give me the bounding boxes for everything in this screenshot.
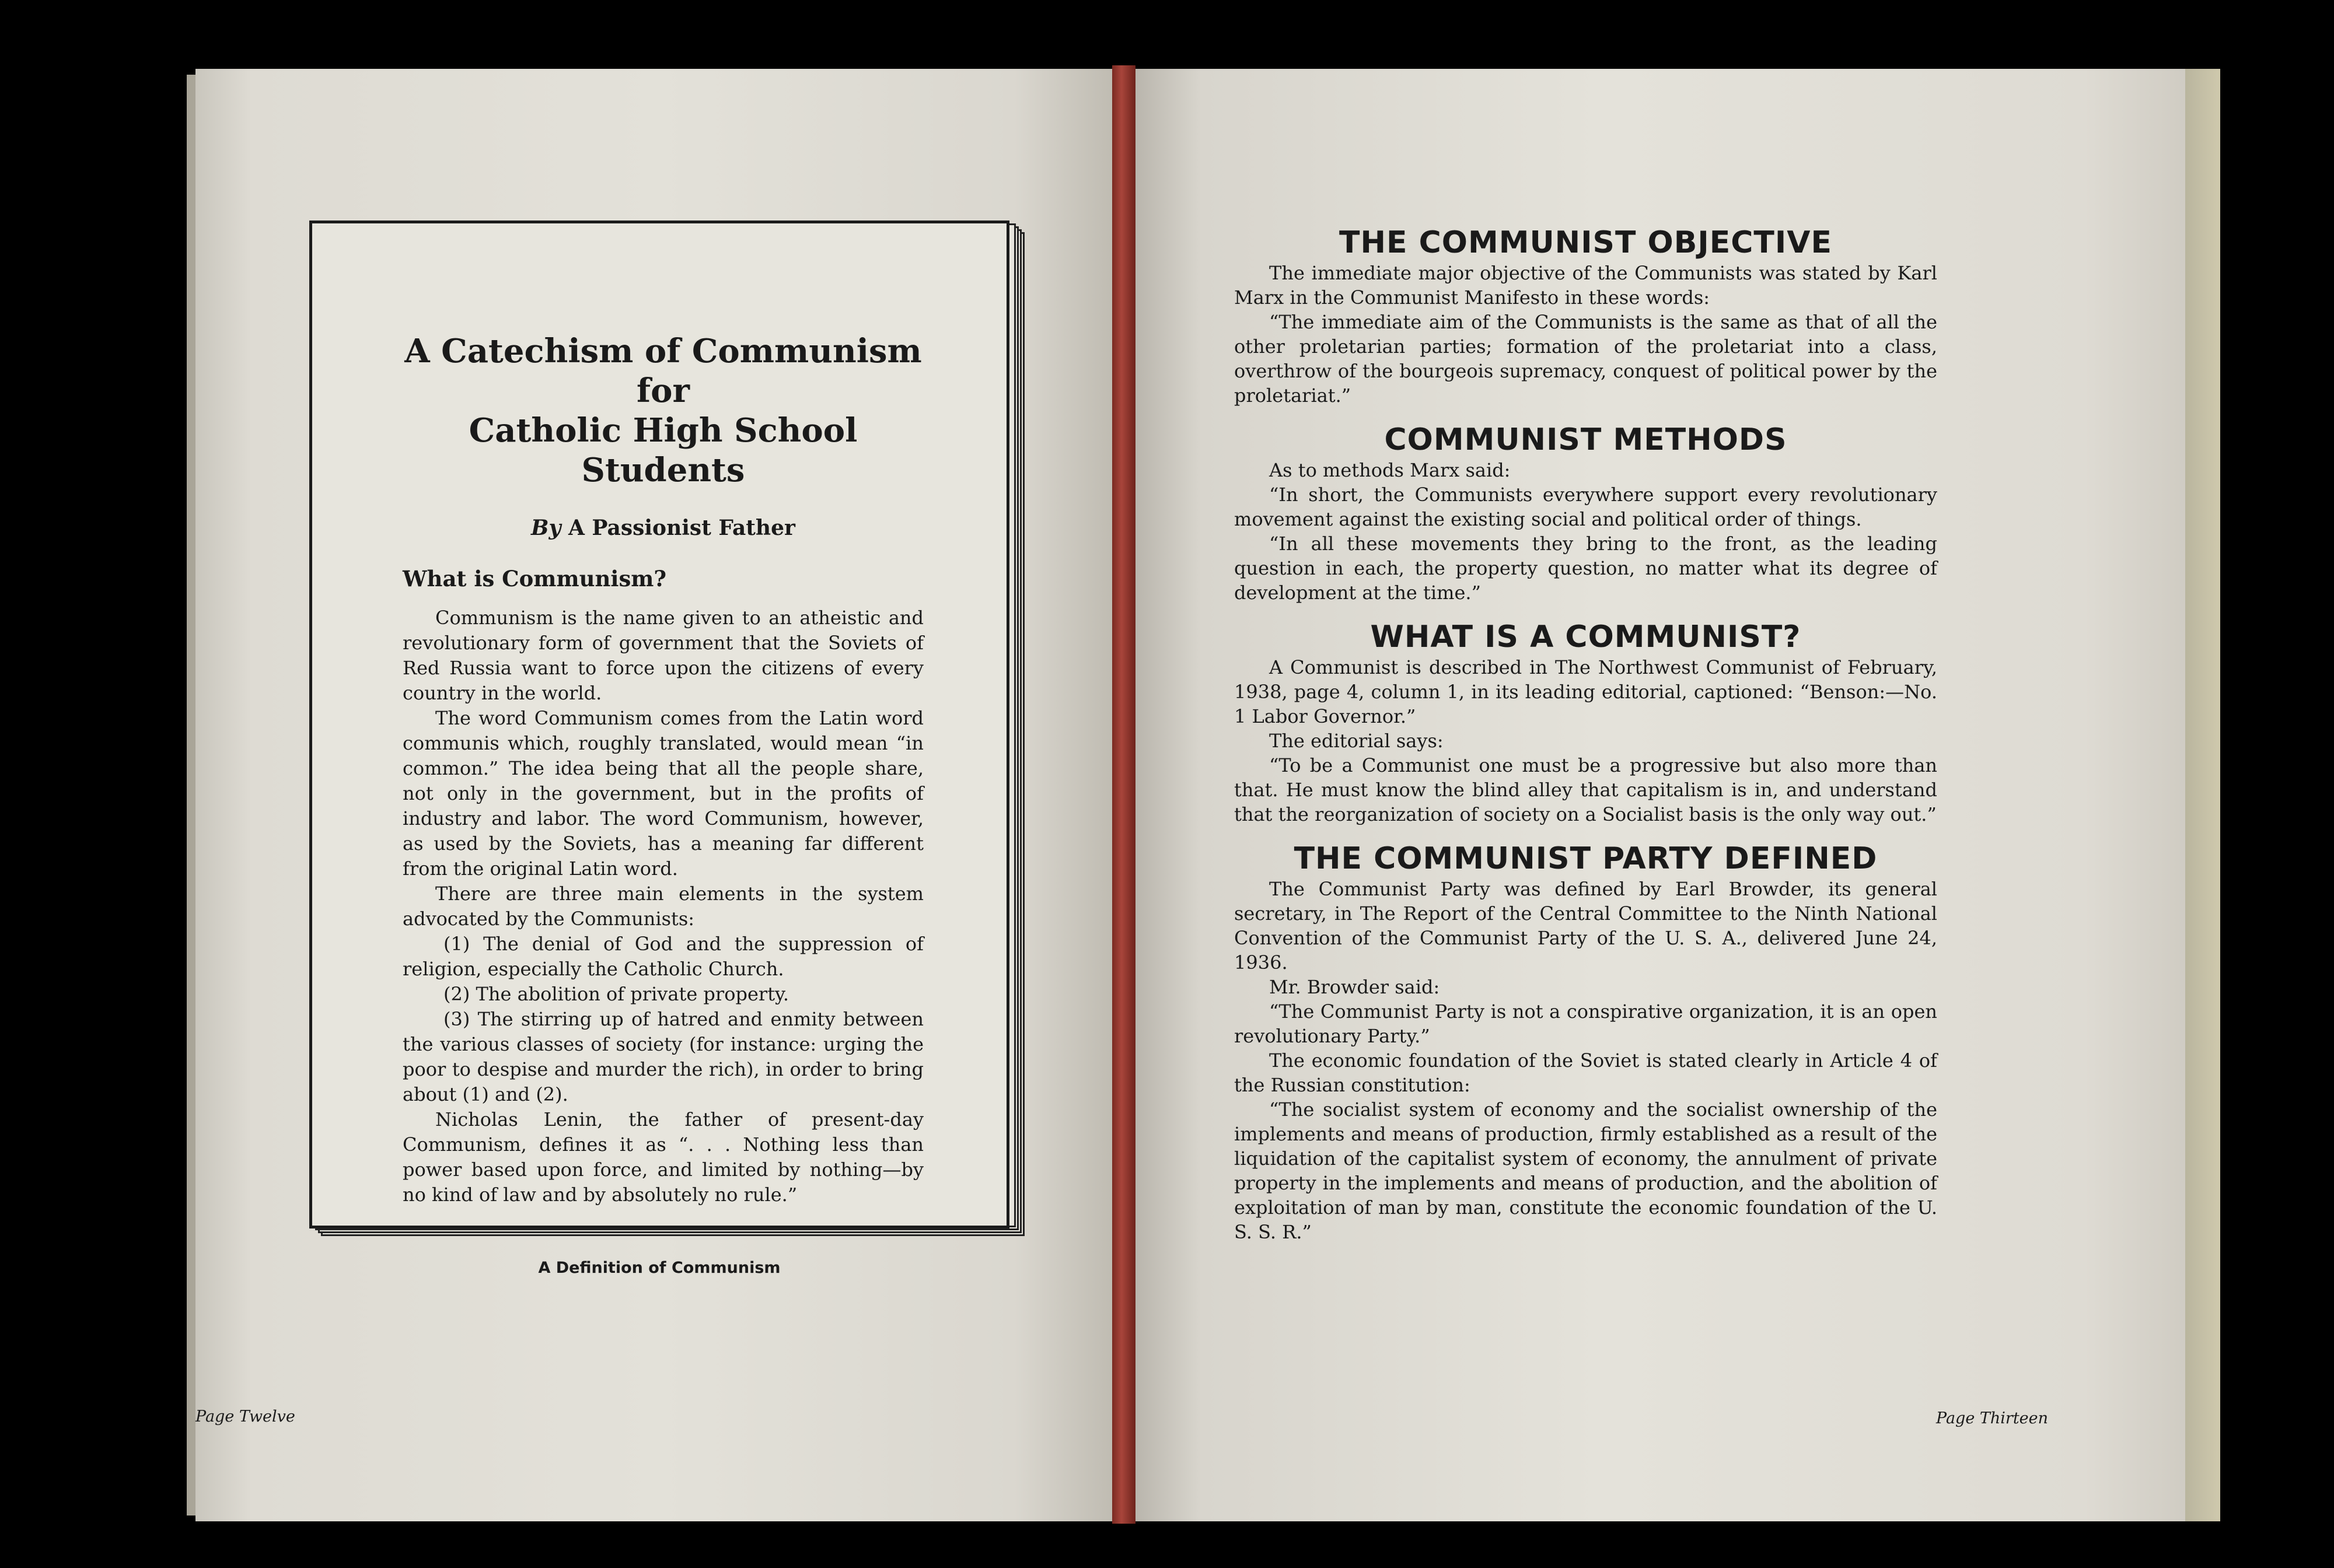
paragraph: “In short, the Communists everywhere support every revolutionary movement against the existing social and political order of things. bbox=[1234, 484, 1937, 530]
title-line-1: A Catechism of Communism for bbox=[404, 332, 922, 410]
section-heading: THE COMMUNIST OBJECTIVE bbox=[1339, 225, 1833, 260]
section-what-is-communist bbox=[1234, 619, 1937, 827]
paragraph: Mr. Browder said: bbox=[1269, 976, 1440, 998]
page-number-right: Page Thirteen bbox=[1936, 1409, 2049, 1427]
section-body bbox=[1234, 458, 1937, 605]
byline-by: By bbox=[531, 516, 561, 540]
paragraph: “The socialist system of economy and the socialist ownership of the implements and means of production, firmly established as a result of the liquidation of the capitalist system of economy, the annulment of private property in the implements and means of production, and the abolition of exploitation of man by man, constitute the economic foundation of the U. S. S. R.” bbox=[1234, 1098, 1937, 1243]
section-party-defined bbox=[1234, 841, 1937, 1244]
paragraph: The economic foundation of the Soviet is stated clearly in Article 4 of the Russian constitution: bbox=[1234, 1049, 1937, 1096]
section-body bbox=[1234, 877, 1937, 1244]
title-line-2: Catholic High School Students bbox=[469, 411, 858, 489]
paragraph: Communism is the name given to an atheistic and revolutionary form of government that the Soviets of Red Russia want to force upon the citizens of every country in the world. bbox=[403, 607, 924, 704]
catechism-card bbox=[309, 220, 1009, 1228]
paragraph: “To be a Communist one must be a progressive but also more than that. He must know the blind alley that capitalism is in, and understand that the reorganization of society on a Socialist basis is the only way out.” bbox=[1234, 754, 1937, 825]
right-column bbox=[1234, 225, 1937, 1258]
book-spine bbox=[1112, 65, 1135, 1524]
list-item: (3) The stirring up of hatred and enmity between the various classes of society (for instance: urging the poor to despise and murder the rich), in order to bring about (1) and (2). bbox=[403, 1008, 924, 1105]
section-heading: WHAT IS A COMMUNIST? bbox=[1370, 620, 1801, 654]
byline bbox=[403, 516, 924, 540]
page-number-left: Page Twelve bbox=[195, 1408, 295, 1426]
figure-caption: A Definition of Communism bbox=[538, 1259, 781, 1277]
catechism-body bbox=[403, 606, 924, 1208]
section-body bbox=[1234, 655, 1937, 827]
section-objective bbox=[1234, 225, 1937, 408]
paragraph: The Communist Party was defined by Earl Browder, its general secretary, in The Report of the Central Committee to the Ninth National Convention of the Communist Party of the U. S. A., delivered June 24, 1936. bbox=[1234, 878, 1937, 974]
section-heading: THE COMMUNIST PARTY DEFINED bbox=[1294, 841, 1878, 876]
paragraph: The editorial says: bbox=[1269, 730, 1444, 752]
paragraph: “In all these movements they bring to the front, as the leading question in each, the property question, no matter what its degree of development at the time.” bbox=[1234, 533, 1937, 604]
list-item: (1) The denial of God and the suppression of religion, especially the Catholic Church. bbox=[403, 933, 924, 980]
paragraph: A Communist is described in The Northwest Communist of February, 1938, page 4, column 1, in its leading editorial, captioned: “Benson:—No. 1 Labor Governor.” bbox=[1234, 656, 1937, 727]
paragraph: As to methods Marx said: bbox=[1269, 459, 1511, 481]
paragraph: There are three main elements in the system advocated by the Communists: bbox=[403, 883, 924, 930]
list-item: (2) The abolition of private property. bbox=[443, 983, 789, 1005]
paragraph: The word Communism comes from the Latin word communis which, roughly translated, would mean “in common.” The idea being that all the people share, not only in the government, but in the profits of industry and labor. The word Communism, however, as used by the Soviets, has a meaning far different from the original Latin word. bbox=[403, 707, 924, 880]
catechism-title bbox=[403, 331, 924, 490]
section-body bbox=[1234, 261, 1937, 408]
paragraph: The immediate major objective of the Communists was stated by Karl Marx in the Communist Manifesto in these words: bbox=[1234, 262, 1937, 309]
section-heading: COMMUNIST METHODS bbox=[1384, 422, 1787, 457]
paragraph: “The Communist Party is not a conspirative organization, it is an open revolutionary Party.” bbox=[1234, 1000, 1937, 1047]
paragraph: “The immediate aim of the Communists is the same as that of all the other proletarian parties; formation of the proletariat into a class, overthrow of the bourgeois supremacy, conquest of political power by the proletariat.” bbox=[1234, 311, 1937, 407]
byline-author: A Passionist Father bbox=[568, 516, 795, 540]
section-methods bbox=[1234, 422, 1937, 605]
paragraph: Nicholas Lenin, the father of present-day Communism, defines it as “. . . Nothing less than power based upon force, and limited by nothing—by no kind of law and by absolutely no rule.” bbox=[403, 1108, 924, 1206]
catechism-content bbox=[403, 331, 924, 1208]
book-cover-edge bbox=[2185, 69, 2220, 1521]
question-heading: What is Communism? bbox=[403, 566, 667, 592]
